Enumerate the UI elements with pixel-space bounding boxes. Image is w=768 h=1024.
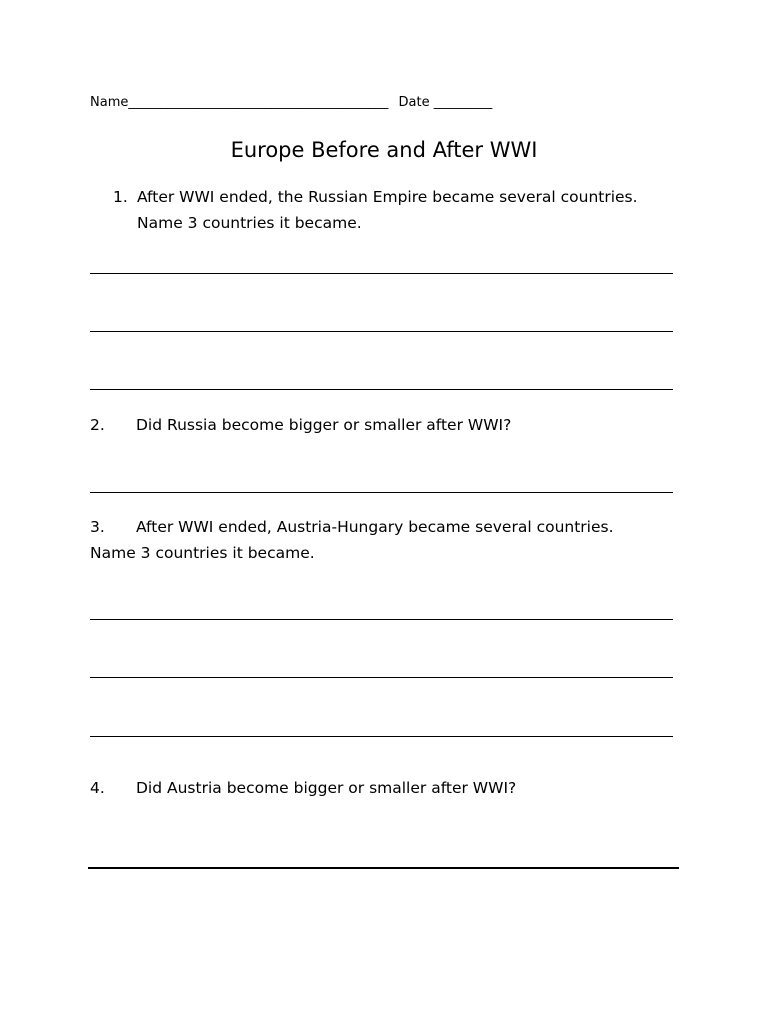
question-3-text: After WWI ended, Austria-Hungary became several countries. (136, 518, 614, 536)
question-3-number: 3. (90, 518, 105, 536)
question-2 (90, 412, 511, 438)
question-3 (90, 514, 614, 540)
date-label: Date _________ (398, 95, 493, 110)
question-1 (113, 184, 638, 210)
answer-line (90, 619, 673, 620)
question-2-text: Did Russia become bigger or smaller after WWI? (136, 416, 512, 434)
name-label: Name________________________________________ (90, 95, 389, 110)
question-1-text-line2: Name 3 countries it became. (137, 214, 362, 232)
question-4 (90, 775, 516, 801)
question-1-text: After WWI ended, the Russian Empire became several countries. (137, 188, 638, 206)
question-3-text-line2: Name 3 countries it became. (90, 544, 315, 562)
question-4-number: 4. (90, 779, 105, 797)
answer-line (90, 677, 673, 678)
question-4-text: Did Austria become bigger or smaller after WWI? (136, 779, 517, 797)
answer-line (90, 273, 673, 274)
answer-line (90, 736, 673, 737)
answer-line (90, 389, 673, 390)
answer-line (90, 492, 673, 493)
answer-line (90, 331, 673, 332)
question-2-number: 2. (90, 416, 105, 434)
answer-line (88, 867, 679, 869)
question-1-number: 1. (113, 188, 128, 206)
page-title: Europe Before and After WWI (230, 138, 538, 162)
header-line (90, 95, 492, 110)
